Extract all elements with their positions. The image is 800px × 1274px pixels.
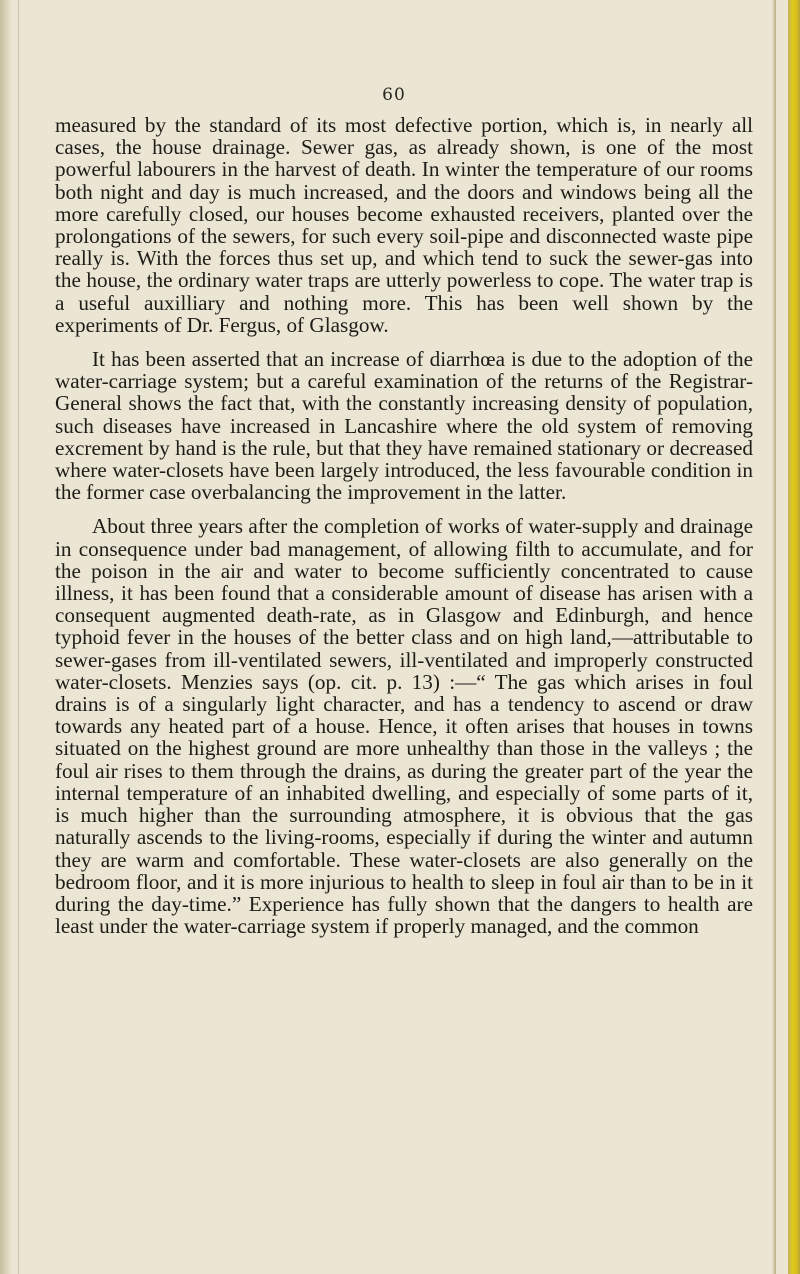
page-edge-shadow (772, 0, 776, 1274)
page-gutter-shadow (0, 0, 12, 1274)
body-text (55, 114, 753, 937)
paragraph-2: It has been asserted that an increase of diarrhœa is due to the adoption of the water-carriage system; but a careful examination of the returns of the Registrar-General shows the fact that, with the constantly increasing density of population, such diseases have increased in Lancashire where the old system of removing excrement by hand is the rule, but that they have remained stationary or decreased where water-closets have been largely introduced, the less favourable condition in the former case overbalancing the improvement in the latter. (55, 347, 753, 505)
page-gutter-line (18, 0, 19, 1274)
book-cover-edge (788, 0, 800, 1274)
page-number: 60 (382, 85, 406, 105)
paragraph-1: measured by the standard of its most defective portion, which is, in nearly all cases, the house drainage. Sewer gas, as already shown, is one of the most powerful labourers in the harvest of death. In winter the temperature of our rooms both night and day is much increased, and the doors and windows being all the more carefully closed, our houses become exhausted receivers, planted over the prolongations of the sewers, for such every soil-pipe and disconnected waste pipe really is. With the forces thus set up, and which tend to suck the sewer-gas into the house, the ordinary water traps are utterly powerless to cope. The water trap is a useful auxilliary and nothing more. This has been well shown by the experiments of Dr. Fergus, of Glasgow. (55, 113, 753, 337)
paragraph-3: About three years after the completion of works of water-supply and drainage in consequence under bad management, of allowing filth to accumulate, and for the poison in the air and water to become sufficiently concentrated to cause illness, it has been found that a considerable amount of disease has arisen with a consequent augmented death-rate, as in Glasgow and Edinburgh, and hence typhoid fever in the houses of the better class and on high land,—attributable to sewer-gases from ill-ventilated sewers, ill-ventilated and improperly constructed water-closets. Menzies says (op. cit. p. 13) :—“ The gas which arises in foul drains is of a singularly light character, and has a tendency to ascend or draw towards any heated part of a house. Hence, it often arises that houses in towns situated on the highest ground are more unhealthy than those in the valleys ; the foul air rises to them through the drains, as during the greater part of the year the internal temperature of an inhabited dwelling, and especially of some parts of it, is much higher than the surrounding atmosphere, it is obvious that the gas naturally ascends to the living-rooms, especially if during the winter and autumn they are warm and comfortable. These water-closets are also generally on the bedroom floor, and it is more injurious to health to sleep in foul air than to be in it during the day-time.” Experience has fully shown that the dangers to health are least under the water-carriage system if properly managed, and the common (55, 514, 753, 939)
